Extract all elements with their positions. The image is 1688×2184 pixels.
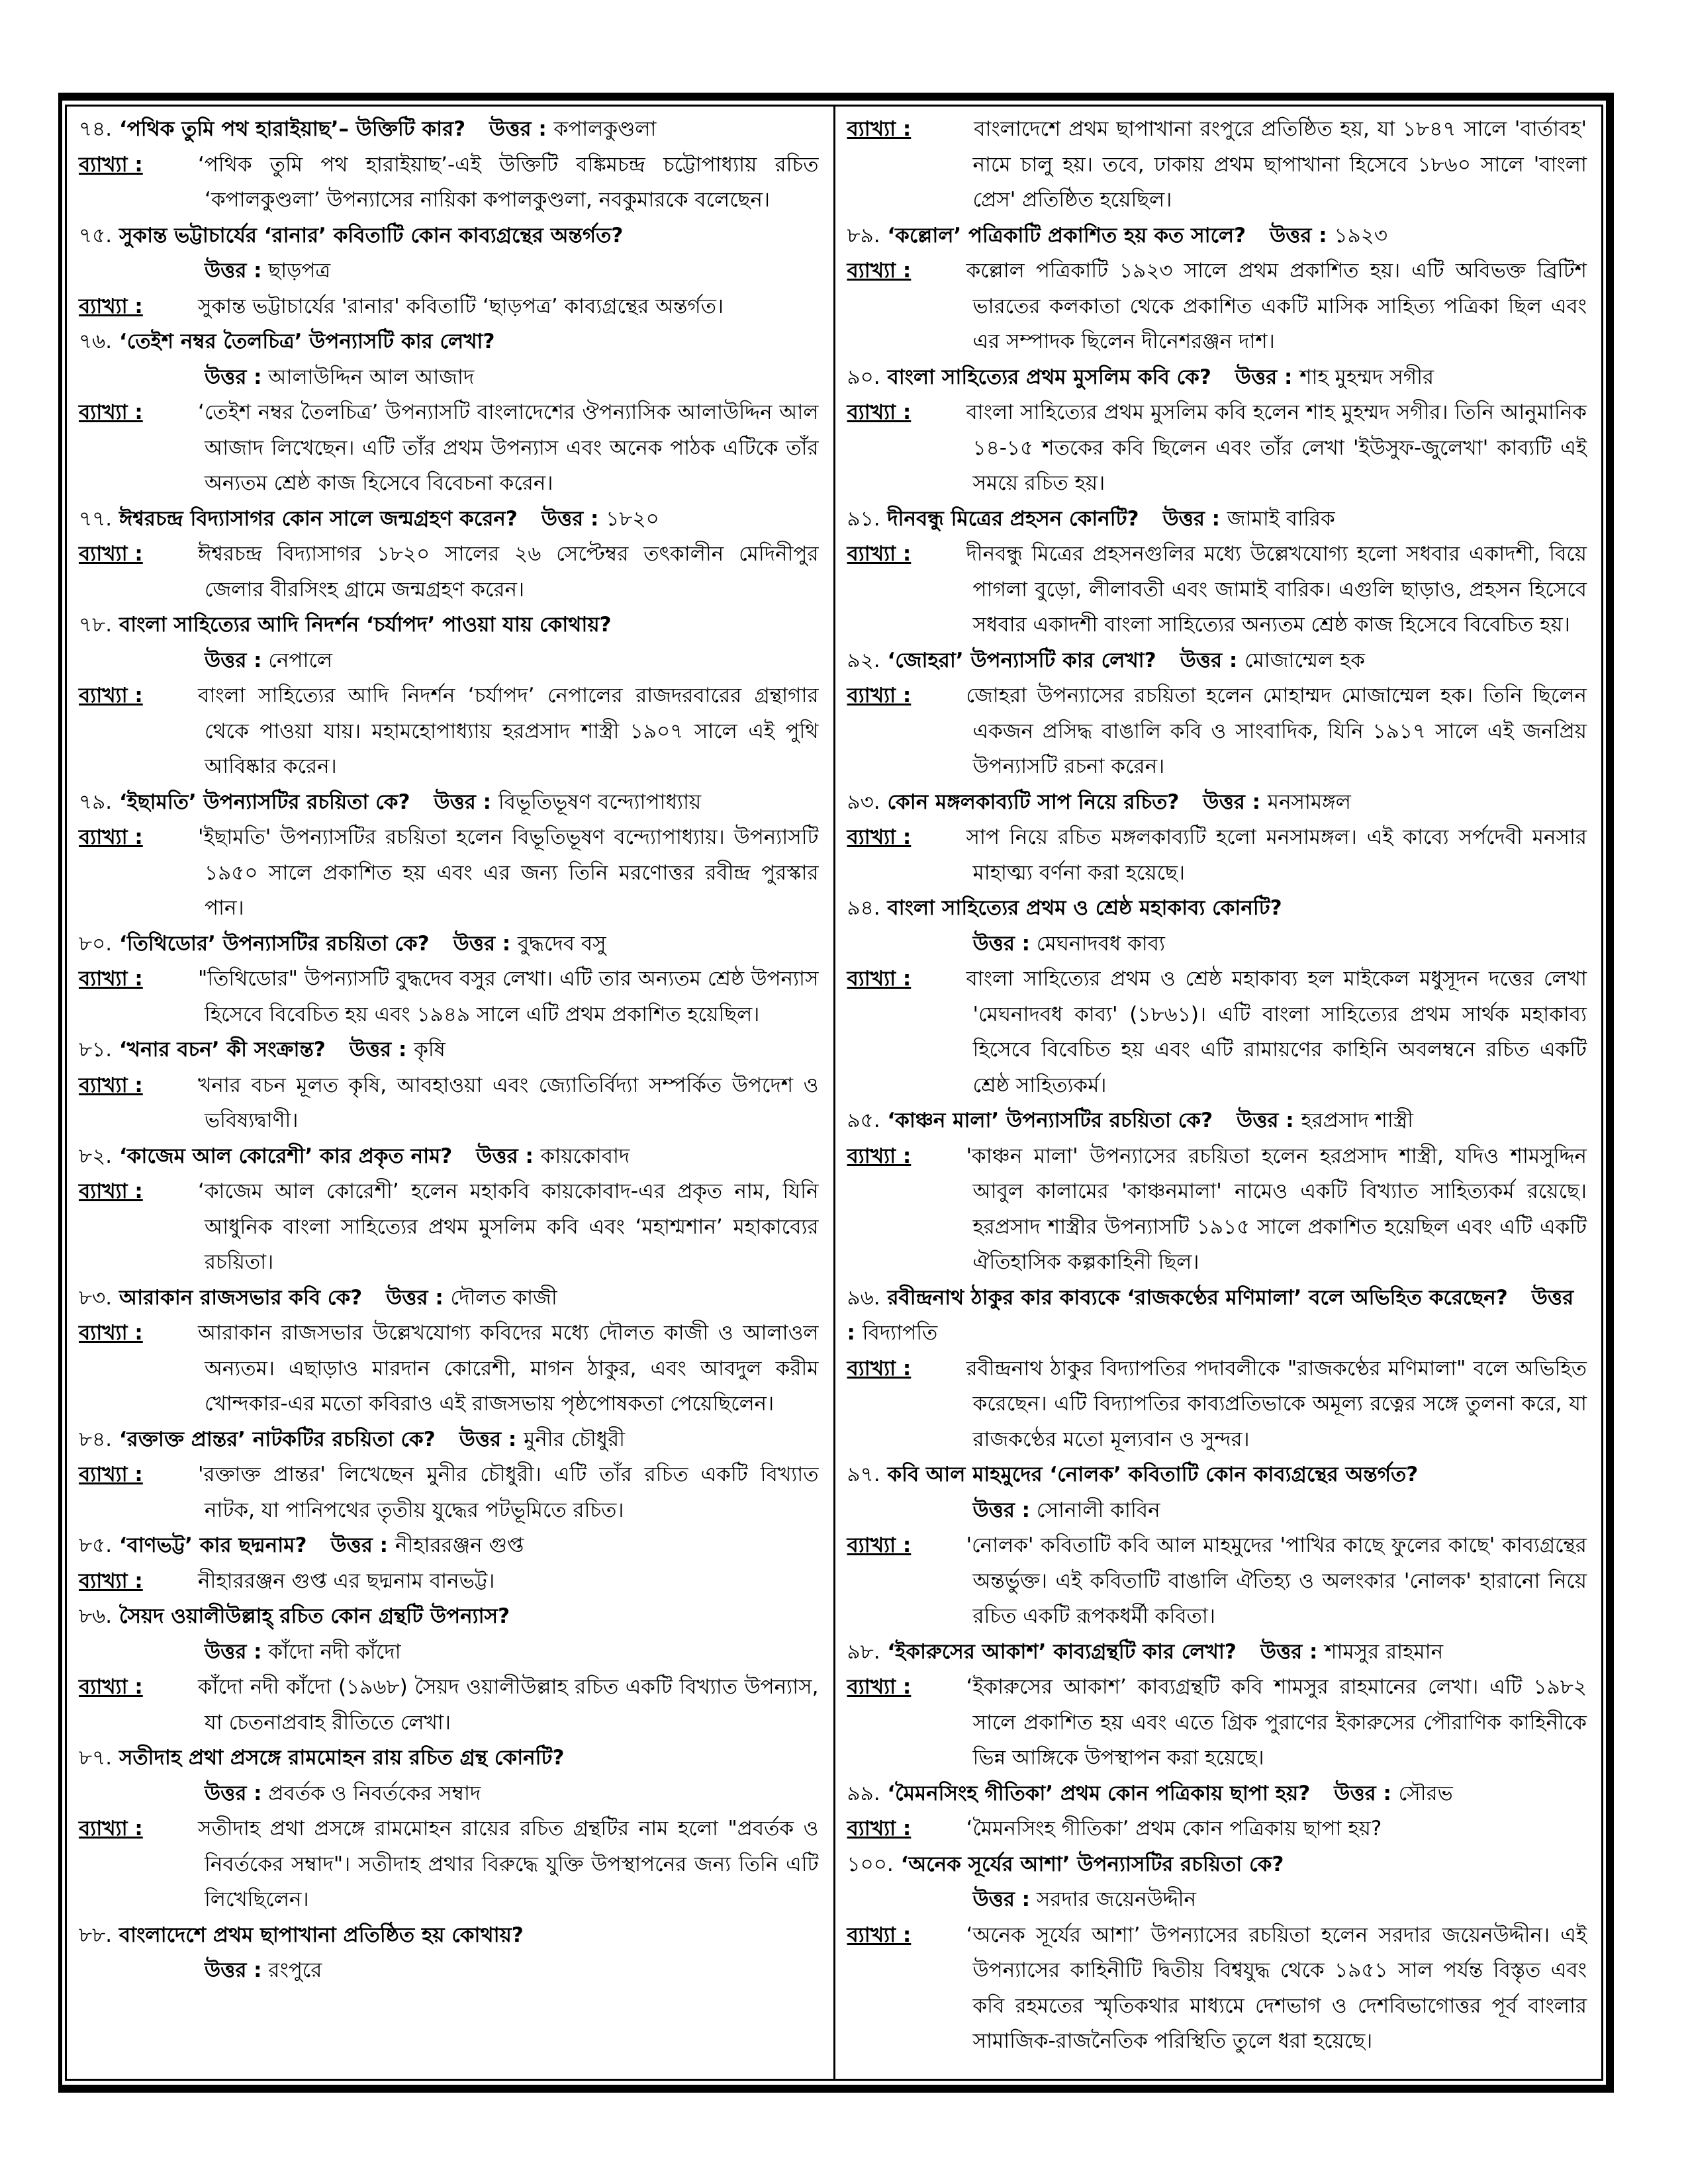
question-line — [79, 218, 819, 254]
answer-label: উত্তর : — [434, 790, 492, 814]
answer-text: প্রবর্তক ও নিবর্তকের সম্বাদ — [268, 1781, 481, 1805]
question-number: ৭৪. — [79, 117, 113, 141]
answer-text: সৌরভ — [1398, 1781, 1453, 1805]
answer-label: উত্তর : — [386, 1285, 444, 1310]
explanation-label: ব্যাখ্যা : — [847, 1817, 912, 1841]
explanation-label: ব্যাখ্যা : — [79, 967, 143, 991]
explanation-text: ‘পথিক তুমি পথ হারাইয়াছ’-এই উক্তিটি বঙ্কিমচন্দ্র চট্টোপাধ্যায় রচিত ‘কপালকুণ্ডলা’ উপন্যাসের নায়িকা কপালকুণ্ডলা, নবকুমারকে বলেছেন। — [198, 152, 819, 212]
question-line — [79, 1741, 819, 1776]
question-number: ৯৬. — [847, 1285, 880, 1310]
answer-text: বিদ্যাপতি — [862, 1321, 938, 1345]
answer-label: উত্তর : — [330, 1533, 389, 1557]
explanation — [79, 962, 819, 1032]
explanation-text: দীনবন্ধু মিত্রের প্রহসনগুলির মধ্যে উল্লেখযোগ্য হলো সধবার একাদশী, বিয়ে পাগলা বুড়ো, লীলাবতী এবং জামাই বারিক। এগুলি ছাড়াও, প্রহসন হিসেবে সধবার একাদশী বাংলা সাহিত্যের অন্যতম শ্রেষ্ঠ কাজ হিসেবে বিবেচিত হয়। — [966, 542, 1587, 637]
answer-label: উত্তর : — [205, 365, 262, 389]
question-line — [79, 1281, 819, 1316]
answer-label: উত্তর : — [205, 1781, 262, 1805]
explanation-label: ব্যাখ্যা : — [847, 684, 912, 707]
answer — [1203, 790, 1350, 814]
question-item — [79, 218, 819, 325]
explanation-label: ব্যাখ্যা : — [79, 400, 143, 424]
explanation-text: "তিথিডোর" উপন্যাসটি বুদ্ধদেব বসুর লেখা। এটি তার অন্যতম শ্রেষ্ঠ উপন্যাস হিসেবে বিবেচিত হয় এবং ১৯৪৯ সালে এটি প্রথম প্রকাশিত হয়েছিল। — [198, 967, 819, 1026]
question-line — [847, 1847, 1587, 1883]
question-number: ৮৪. — [79, 1427, 113, 1451]
question-item — [847, 891, 1587, 1103]
question-text: ‘রক্তাক্ত প্রান্তর’ নাটকটির রচয়িতা কে? — [118, 1427, 436, 1451]
answer-label: উত্তর : — [205, 259, 262, 283]
answer — [1180, 649, 1365, 672]
answer-line — [79, 253, 819, 289]
question-text: আরাকান রাজসভার কবি কে? — [118, 1285, 363, 1310]
answer-label: উত্তর : — [205, 648, 262, 672]
answer — [453, 932, 606, 956]
question-line — [79, 1528, 819, 1564]
question-line — [79, 112, 819, 148]
question-text: দীনবন্ধু মিত্রের প্রহসন কোনটি? — [887, 506, 1139, 531]
answer — [205, 1958, 322, 1982]
question-line — [79, 1422, 819, 1458]
answer-line — [79, 1953, 819, 1989]
answer-label: উত্তর : — [1162, 506, 1221, 531]
question-text: ‘ইকারুসের আকাশ’ কাব্যগ্রন্থটি কার লেখা? — [887, 1639, 1237, 1664]
answer-text: নেপালে — [268, 648, 333, 672]
answer — [1237, 1109, 1413, 1132]
explanation-text: নীহাররঞ্জন গুপ্ত এর ছদ্মনাম বানভট্ট। — [198, 1569, 495, 1593]
answer-text: রংপুরে — [268, 1958, 322, 1982]
answer — [205, 1782, 481, 1805]
answer-label: উত্তর : — [972, 1498, 1031, 1522]
question-number: ৮৯. — [847, 223, 880, 248]
answer — [205, 365, 474, 389]
explanation-text: ‘মৈমনসিংহ গীতিকা’ প্রথম কোন পত্রিকায় ছাপা হয়? — [966, 1817, 1382, 1841]
explanation — [79, 1316, 819, 1422]
explanation-label: ব্যাখ্যা : — [79, 542, 143, 566]
explanation-label: ব্যাখ্যা : — [79, 294, 143, 318]
answer-text: বুদ্ধদেব বসু — [518, 931, 606, 956]
answer — [386, 1286, 557, 1310]
explanation — [847, 1139, 1587, 1281]
question-item — [847, 1635, 1587, 1776]
explanation-label: ব্যাখ্যা : — [847, 400, 912, 424]
question-number: ৮৩. — [79, 1285, 113, 1310]
explanation-label: ব্যাখ্যা : — [79, 1817, 143, 1841]
question-line — [847, 1635, 1587, 1670]
explanation-text: রবীন্দ্রনাথ ঠাকুর বিদ্যাপতির পদাবলীকে "রাজকণ্ঠের মণিমালা" বলে অভিহিত করেছেন। এটি বিদ্যাপতির কাব্যপ্রতিভাকে অমূল্য রত্নের সঙ্গে তুলনা করে, যা রাজকণ্ঠের মতো মূল্যবান ও সুন্দর। — [966, 1356, 1587, 1451]
explanation-label: ব্যাখ্যা : — [79, 1073, 143, 1097]
question-text: বাংলা সাহিত্যের প্রথম ও শ্রেষ্ঠ মহাকাব্য কোনটি? — [887, 896, 1282, 920]
question-item — [847, 785, 1587, 891]
answer-text: জামাই বারিক — [1227, 506, 1335, 531]
answer-text: আলাউদ্দিন আল আজাদ — [268, 365, 475, 389]
question-line — [847, 502, 1587, 537]
explanation-label: ব্যাখ্যা : — [847, 1356, 912, 1381]
explanation — [79, 148, 819, 218]
question-text: ‘তেইশ নম্বর তৈলচিত্র’ উপন্যাসটি কার লেখা? — [118, 330, 495, 353]
explanation-text: বাংলাদেশে প্রথম ছাপাখানা রংপুরে প্রতিষ্ঠিত হয়, যা ১৮৪৭ সালে 'বার্তাবহ' নামে চালু হয়। তবে, ঢাকায় প্রথম ছাপাখানা হিসেবে ১৮৬০ সালে 'বাংলা প্রেস' প্রতিষ্ঠিত হয়েছিল। — [972, 117, 1587, 212]
question-number: ৭৭. — [79, 506, 113, 531]
explanation-label: ব্যাখ্যা : — [79, 684, 143, 707]
question-text: বাংলা সাহিত্যের আদি নিদর্শন ‘চর্যাপদ’ পাওয়া যায় কোথায়? — [118, 613, 612, 637]
explanation — [79, 537, 819, 608]
answer-label: উত্তর : — [459, 1427, 517, 1451]
explanation — [847, 395, 1587, 502]
question-item — [847, 1281, 1587, 1458]
answer — [1334, 1782, 1452, 1805]
page-border — [58, 93, 1614, 2093]
explanation-label: ব্যাখ্যা : — [847, 1923, 912, 1947]
question-item — [847, 360, 1587, 502]
explanation-text: সাপ নিয়ে রচিত মঙ্গলকাব্যটি হলো মনসামঙ্গল। এই কাব্যে সর্পদেবী মনসার মাহাত্ম্য বর্ণনা করা হয়েছে। — [966, 825, 1587, 885]
explanation-text: সুকান্ত ভট্টাচার্যের 'রানার' কবিতাটি ‘ছাড়পত্র’ কাব্যগ্রন্থের অন্তর্গত। — [198, 294, 724, 318]
explanation-label: ব্যাখ্যা : — [79, 152, 143, 177]
answer-text: শামসুর রাহমান — [1325, 1639, 1444, 1664]
answer — [1163, 507, 1335, 531]
explanation — [79, 1564, 819, 1600]
answer — [1270, 224, 1387, 248]
question-number: ৮৬. — [79, 1604, 113, 1628]
question-number: ৯৫. — [847, 1109, 880, 1132]
answer — [350, 1038, 445, 1062]
question-item — [847, 1457, 1587, 1635]
question-line — [847, 1776, 1587, 1812]
question-text: সৈয়দ ওয়ালীউল্লাহ্ রচিত কোন গ্রন্থটি উপন্যাস? — [118, 1604, 510, 1628]
answer-label: উত্তর : — [1235, 365, 1293, 389]
question-line — [79, 1599, 819, 1635]
question-text: ঈশ্বরচন্দ্র বিদ্যাসাগর কোন সালে জন্মগ্রহণ করেন? — [118, 506, 518, 531]
explanation-label: ব্যাখ্যা : — [79, 1321, 143, 1345]
question-number: ৮৭. — [79, 1746, 113, 1770]
question-item — [79, 608, 819, 785]
explanation — [847, 1918, 1587, 2060]
answer-label: উত্তর : — [453, 931, 511, 956]
answer — [205, 649, 332, 672]
question-text: ‘কাঞ্চন মালা’ উপন্যাসটির রচয়িতা কে? — [887, 1109, 1213, 1132]
answer-text: কায়কোবাদ — [540, 1144, 630, 1168]
explanation-label: ব্যাখ্যা : — [847, 1533, 912, 1557]
question-text: কোন মঙ্গলকাব্যটি সাপ নিয়ে রচিত? — [887, 790, 1180, 814]
question-number: ১০০. — [847, 1852, 894, 1876]
answer-text: ছাড়পত্র — [268, 259, 331, 283]
question-text: ‘জোহরা’ উপন্যাসটি কার লেখা? — [887, 648, 1156, 672]
answer-text: বিভূতিভূষণ বন্দ্যোপাধ্যায় — [498, 790, 702, 814]
answer-text: দৌলত কাজী — [450, 1285, 557, 1310]
explanation — [79, 395, 819, 502]
explanation-text: ‘ইকারুসের আকাশ’ কাব্যগ্রন্থটি কবি শামসুর রাহমানের লেখা। এটি ১৯৮২ সালে প্রকাশিত হয় এবং এতে গ্রিক পুরাণের ইকারুসের পৌরাণিক কাহিনীকে ভিন্ন আঙ্গিকে উপস্থাপন করা হয়েছে। — [966, 1675, 1587, 1770]
explanation-text: 'ইছামতি' উপন্যাসটির রচয়িতা হলেন বিভূতিভূষণ বন্দ্যোপাধ্যায়। উপন্যাসটি ১৯৫০ সালে প্রকাশিত হয় এবং এর জন্য তিনি মরণোত্তর রবীন্দ্র পুরস্কার পান। — [198, 825, 819, 920]
question-line — [79, 1139, 819, 1175]
answer-label: উত্তর : — [972, 931, 1031, 956]
question-line — [847, 1457, 1587, 1493]
question-line — [79, 324, 819, 360]
question-text: ‘খনার বচন’ কী সংক্রান্ত? — [118, 1038, 326, 1062]
answer-text: ১৮২০ — [606, 506, 659, 531]
answer-label: উত্তর : — [1237, 1109, 1294, 1132]
answer — [330, 1533, 524, 1557]
question-number: ৮৮. — [79, 1923, 113, 1947]
question-number: ৯০. — [847, 365, 880, 389]
answer-label: উত্তর : — [1260, 1639, 1318, 1664]
explanation-label: ব্যাখ্যা : — [79, 1675, 143, 1699]
explanation — [847, 678, 1587, 785]
question-number: ৯২. — [847, 648, 880, 672]
question-line — [847, 1103, 1587, 1139]
right-column — [835, 107, 1602, 2079]
answer-text: হরপ্রসাদ শাস্ত্রী — [1301, 1109, 1414, 1132]
explanation-label: ব্যাখ্যা : — [847, 259, 912, 283]
answer-line — [847, 1493, 1587, 1529]
explanation-label: ব্যাখ্যা : — [847, 542, 912, 566]
answer-label: উত্তর : — [1180, 648, 1238, 672]
explanation-text: ঈশ্বরচন্দ্র বিদ্যাসাগর ১৮২০ সালের ২৬ সেপ্টেম্বর তৎকালীন মেদিনীপুর জেলার বীরসিংহ গ্রামে জন্মগ্রহণ করেন। — [198, 542, 819, 602]
question-number: ৮১. — [79, 1038, 113, 1062]
question-item — [847, 1776, 1587, 1847]
question-item — [79, 1032, 819, 1139]
answer-text: মুনীর চৌধুরী — [524, 1427, 626, 1451]
question-item — [847, 218, 1587, 360]
answer-text: কৃষি — [414, 1038, 445, 1062]
explanation-text: আরাকান রাজসভার উল্লেখযোগ্য কবিদের মধ্যে দৌলত কাজী ও আলাওল অন্যতম। এছাড়াও মারদান কোরেশী, মাগন ঠাকুর, এবং আবদুল করীম খোন্দকার-এর মতো কবিরাও এই রাজসভায় পৃষ্ঠপোষকতা পেয়েছিলেন। — [198, 1321, 819, 1416]
question-line — [847, 785, 1587, 821]
explanation-text: 'নোলক' কবিতাটি কবি আল মাহমুদের 'পাখির কাছে ফুলের কাছে' কাব্যগ্রন্থের অন্তর্ভুক্ত। এই কবিতাটি বাঙালি ঐতিহ্য ও অলংকার 'নোলক' হারানো নিয়ে রচিত একটি রূপকধর্মী কবিতা। — [966, 1533, 1587, 1628]
answer — [973, 1888, 1197, 1911]
explanation-label: ব্যাখ্যা : — [847, 117, 912, 141]
explanation — [847, 537, 1587, 643]
question-item — [79, 927, 819, 1033]
explanation — [79, 678, 819, 785]
answer-text: শাহ মুহম্মদ সগীর — [1299, 365, 1434, 389]
answer-label: উত্তর : — [476, 1144, 534, 1168]
explanation-label: ব্যাখ্যা : — [79, 1179, 143, 1203]
question-line — [79, 1918, 819, 1954]
answer-label: উত্তর : — [972, 1888, 1031, 1911]
question-item — [79, 1139, 819, 1281]
question-line — [79, 608, 819, 643]
question-text: ‘মৈমনসিংহ গীতিকা’ প্রথম কোন পত্রিকায় ছাপা হয়? — [887, 1781, 1311, 1805]
answer-text: মেঘনাদবধ কাব্য — [1036, 931, 1166, 956]
question-text: ‘অনেক সূর্যের আশা’ উপন্যাসটির রচয়িতা কে? — [900, 1852, 1284, 1876]
explanation-text: 'রক্তাক্ত প্রান্তর' লিখেছেন মুনীর চৌধুরী। এটি তাঁর রচিত একটি বিখ্যাত নাটক, যা পানিপথের তৃতীয় যুদ্ধের পটভূমিতে রচিত। — [198, 1463, 819, 1522]
question-text: ‘কাজেম আল কোরেশী’ কার প্রকৃত নাম? — [118, 1144, 453, 1168]
question-text: ‘পথিক তুমি পথ হারাইয়াছ’– উক্তিটি কার? — [118, 117, 466, 141]
answer-label: উত্তর : — [349, 1038, 407, 1062]
explanation — [847, 1351, 1587, 1458]
explanation-text: বাংলা সাহিত্যের আদি নিদর্শন ‘চর্যাপদ’ নেপালের রাজদরবারের গ্রন্থাগার থেকে পাওয়া যায়। মহামহোপাধ্যায় হরপ্রসাদ শাস্ত্রী ১৯০৭ সালে এই পুথি আবিষ্কার করেন। — [198, 684, 819, 778]
explanation — [79, 1670, 819, 1741]
answer — [489, 117, 656, 141]
answer-text: নীহাররঞ্জন গুপ্ত — [395, 1533, 524, 1557]
explanation-label: ব্যাখ্যা : — [847, 1144, 912, 1168]
explanation-label: ব্যাখ্যা : — [847, 967, 912, 991]
explanation-text: খনার বচন মূলত কৃষি, আবহাওয়া এবং জ্যোতির্বিদ্যা সম্পর্কিত উপদেশ ও ভবিষ্যদ্বাণী। — [198, 1073, 819, 1132]
question-item — [847, 1103, 1587, 1281]
explanation-text: কল্লোল পত্রিকাটি ১৯২৩ সালে প্রথম প্রকাশিত হয়। এটি অবিভক্ত ব্রিটিশ ভারতের কলকাতা থেকে প্রকাশিত একটি মাসিক সাহিত্য পত্রিকা ছিল এবং এর সম্পাদক ছিলেন দীনেশরঞ্জন দাশ। — [966, 259, 1587, 353]
answer — [1235, 365, 1434, 389]
answer — [459, 1428, 625, 1451]
question-number: ৯৪. — [847, 896, 880, 920]
question-number: ৮৫. — [79, 1533, 113, 1557]
question-item — [79, 112, 819, 218]
question-number: ৮০. — [79, 931, 113, 956]
answer-label: উত্তর : — [205, 1639, 262, 1664]
question-item — [847, 1847, 1587, 2060]
explanation-text: কাঁদো নদী কাঁদো (১৯৬৮) সৈয়দ ওয়ালীউল্লাহ রচিত একটি বিখ্যাত উপন্যাস, যা চেতনাপ্রবাহ রীতিতে লেখা। — [198, 1675, 819, 1735]
explanation — [847, 820, 1587, 891]
answer-label: উত্তর : — [541, 506, 599, 531]
question-line — [79, 1032, 819, 1068]
question-line — [847, 891, 1587, 927]
question-text: ‘কল্লোল’ পত্রিকাটি প্রকাশিত হয় কত সালে? — [887, 223, 1246, 248]
answer — [973, 1498, 1160, 1522]
question-item — [79, 1918, 819, 1989]
answer — [205, 259, 330, 283]
answer-text: মনসামঙ্গল — [1267, 790, 1351, 814]
content-box — [65, 105, 1603, 2081]
answer — [1260, 1640, 1443, 1664]
explanation-text: সতীদাহ প্রথা প্রসঙ্গে রামমোহন রায়ের রচিত গ্রন্থটির নাম হলো "প্রবর্তক ও নিবর্তকের সম্বাদ"। সতীদাহ প্রথার বিরুদ্ধে যুক্তি উপস্থাপনের জন্য তিনি এটি লিখেছিলেন। — [198, 1817, 819, 1911]
explanation — [79, 289, 819, 325]
question-number: ৯১. — [847, 506, 880, 531]
question-line — [79, 927, 819, 962]
question-number: ৭৯. — [79, 790, 113, 814]
question-item — [79, 1422, 819, 1529]
left-column — [67, 107, 835, 2079]
answer — [541, 507, 659, 531]
answer-text: কাঁদো নদী কাঁদো — [268, 1639, 401, 1664]
answer — [973, 932, 1166, 956]
answer-label: উত্তর : — [1334, 1781, 1391, 1805]
answer-line — [847, 927, 1587, 962]
explanation-label: ব্যাখ্যা : — [79, 825, 143, 849]
explanation-continued — [847, 112, 1587, 218]
answer-line — [79, 1776, 819, 1812]
answer-text: সোনালী কাবিন — [1036, 1498, 1160, 1522]
question-item — [79, 1281, 819, 1422]
answer — [476, 1144, 630, 1168]
question-item — [79, 502, 819, 608]
explanation — [847, 1670, 1587, 1776]
answer-label: উত্তর : — [1203, 790, 1260, 814]
question-number: ৭৬. — [79, 330, 113, 353]
question-text: সুকান্ত ভট্টাচার্যের ‘রানার’ কবিতাটি কোন কাব্যগ্রন্থের অন্তর্গত? — [118, 223, 624, 248]
answer-text: সরদার জয়েনউদ্দীন — [1036, 1888, 1197, 1911]
question-item — [79, 1599, 819, 1741]
explanation — [847, 1811, 1587, 1847]
explanation — [79, 1811, 819, 1918]
question-text: ‘তিথিডোর’ উপন্যাসটির রচয়িতা কে? — [118, 931, 430, 956]
question-text: বাংলাদেশে প্রথম ছাপাখানা প্রতিষ্ঠিত হয় কোথায়? — [118, 1923, 524, 1947]
explanation — [79, 1174, 819, 1281]
question-number: ৭৮. — [79, 613, 113, 637]
explanation-text: 'কাঞ্চন মালা' উপন্যাসের রচয়িতা হলেন হরপ্রসাদ শাস্ত্রী, যদিও শামসুদ্দিন আবুল কালামের 'কাঞ্চনমালা' নামেও একটি বিখ্যাত সাহিত্যকর্ম রয়েছে। হরপ্রসাদ শাস্ত্রীর উপন্যাসটি ১৯১৫ সালে প্রকাশিত হয়েছিল এবং এটি একটি ঐতিহাসিক কল্পকাহিনী ছিল। — [966, 1144, 1587, 1274]
question-number: ৭৫. — [79, 223, 113, 248]
question-number: ৯৭. — [847, 1463, 880, 1486]
question-text: ‘বাণভট্ট’ কার ছদ্মনাম? — [118, 1533, 307, 1557]
answer-label: উত্তর : — [847, 1285, 1574, 1345]
answer — [205, 1640, 401, 1664]
answer-text: কপালকুণ্ডলা — [553, 117, 657, 141]
answer — [434, 790, 701, 814]
question-number: ৮২. — [79, 1144, 113, 1168]
question-item — [79, 785, 819, 927]
question-line — [847, 1281, 1587, 1351]
explanation — [847, 1528, 1587, 1635]
question-number: ৯৯. — [847, 1781, 880, 1805]
explanation-label: ব্যাখ্যা : — [79, 1569, 143, 1593]
answer-line — [847, 1882, 1587, 1918]
question-text: ‘ইছামতি’ উপন্যাসটির রচয়িতা কে? — [118, 790, 410, 814]
question-line — [79, 502, 819, 537]
answer-text: ১৯২৩ — [1334, 223, 1388, 248]
explanation — [79, 1457, 819, 1528]
explanation-text: বাংলা সাহিত্যের প্রথম ও শ্রেষ্ঠ মহাকাব্য হল মাইকেল মধুসূদন দত্তের লেখা 'মেঘনাদবধ কাব্য' (১৮৬১)। এটি বাংলা সাহিত্যের প্রথম সার্থক মহাকাব্য হিসেবে বিবেচিত হয় এবং এটি রামায়ণের কাহিনি অবলম্বনে রচিত একটি শ্রেষ্ঠ সাহিত্যকর্ম। — [966, 967, 1587, 1097]
answer-label: উত্তর : — [489, 117, 547, 141]
question-text: সতীদাহ প্রথা প্রসঙ্গে রামমোহন রায় রচিত গ্রন্থ কোনটি? — [118, 1746, 565, 1770]
answer-line — [79, 1635, 819, 1670]
answer-line — [79, 360, 819, 396]
question-item — [847, 643, 1587, 785]
question-line — [847, 360, 1587, 396]
explanation-label: ব্যাখ্যা : — [847, 1675, 912, 1699]
question-number: ৯৩. — [847, 790, 880, 814]
question-text: রবীন্দ্রনাথ ঠাকুর কার কাব্যকে ‘রাজকণ্ঠের মণিমালা’ বলে অভিহিত করেছেন? — [887, 1285, 1508, 1310]
question-item — [79, 324, 819, 502]
answer-text: মোজাম্মেল হক — [1244, 648, 1365, 672]
question-line — [79, 785, 819, 821]
question-line — [847, 643, 1587, 679]
explanation-text: বাংলা সাহিত্যের প্রথম মুসলিম কবি হলেন শাহ মুহম্মদ সগীর। তিনি আনুমানিক ১৪-১৫ শতকের কবি ছিলেন এবং তাঁর লেখা 'ইউসুফ-জুলেখা' কাব্যটি এই সময়ে রচিত হয়। — [966, 400, 1587, 495]
explanation — [847, 253, 1587, 360]
explanation-text: ‘কাজেম আল কোরেশী’ হলেন মহাকবি কায়কোবাদ-এর প্রকৃত নাম, যিনি আধুনিক বাংলা সাহিত্যের প্রথম মুসলিম কবি এবং ‘মহাশ্মশান’ মহাকাব্যের রচয়িতা। — [198, 1179, 819, 1274]
question-text: কবি আল মাহমুদের ‘নোলক’ কবিতাটি কোন কাব্যগ্রন্থের অন্তর্গত? — [887, 1463, 1419, 1486]
answer-label: উত্তর : — [1270, 223, 1327, 248]
question-line — [847, 218, 1587, 254]
question-item — [79, 1528, 819, 1599]
explanation-label: ব্যাখ্যা : — [79, 1463, 143, 1486]
question-number: ৯৮. — [847, 1639, 880, 1664]
explanation — [79, 820, 819, 927]
answer-line — [79, 643, 819, 679]
question-item — [79, 1741, 819, 1918]
explanation — [79, 1068, 819, 1139]
explanation-text: জোহরা উপন্যাসের রচয়িতা হলেন মোহাম্মদ মোজাম্মেল হক। তিনি ছিলেন একজন প্রসিদ্ধ বাঙালি কবি ও সাংবাদিক, যিনি ১৯১৭ সালে এই জনপ্রিয় উপন্যাসটি রচনা করেন। — [966, 684, 1587, 778]
question-item — [847, 502, 1587, 643]
answer-label: উত্তর : — [205, 1958, 262, 1982]
explanation-text: ‘তেইশ নম্বর তৈলচিত্র’ উপন্যাসটি বাংলাদেশের ঔপন্যাসিক আলাউদ্দিন আল আজাদ লিখেছেন। এটি তাঁর প্রথম উপন্যাস এবং অনেক পাঠক এটিকে তাঁর অন্যতম শ্রেষ্ঠ কাজ হিসেবে বিবেচনা করেন। — [198, 400, 819, 495]
explanation-text: ‘অনেক সূর্যের আশা’ উপন্যাসের রচয়িতা হলেন সরদার জয়েনউদ্দীন। এই উপন্যাসের কাহিনীটি দ্বিতীয় বিশ্বযুদ্ধ থেকে ১৯৫১ সাল পর্যন্ত বিস্তৃত এবং কবি রহমতের স্মৃতিকথার মাধ্যমে দেশভাগ ও দেশবিভাগোত্তর পূর্ব বাংলার সামাজিক-রাজনৈতিক পরিস্থিতি তুলে ধরা হয়েছে। — [966, 1923, 1587, 2053]
explanation-label: ব্যাখ্যা : — [847, 825, 912, 849]
explanation — [847, 962, 1587, 1103]
question-text: বাংলা সাহিত্যের প্রথম মুসলিম কবি কে? — [887, 365, 1211, 389]
